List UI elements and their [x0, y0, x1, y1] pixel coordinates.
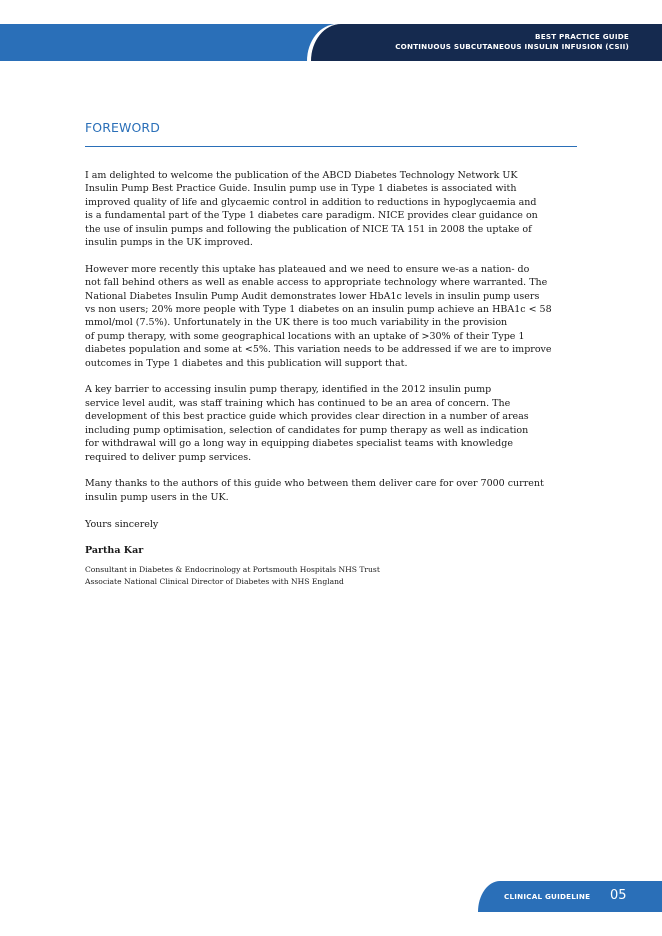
header-text: [395, 32, 629, 52]
paragraph-3: A key barrier to accessing insulin pump therapy, identified in the 2012 insulin pump service level audit, was staff training which has continued to be an area of concern. The development of this best practice guide which provides clear direction in a number of areas including pump optimisation, selection of candidates for pump therapy as well as indication for withdrawal will go a long way in equipping diabetes specialist teams with knowledge required to deliver pump services.: [85, 384, 529, 463]
header-guide-subtitle: CONTINUOUS SUBCUTANEOUS INSULIN INFUSION (CSII): [395, 42, 629, 51]
header-guide-label: BEST PRACTICE GUIDE: [535, 32, 629, 41]
signatory-role-1: Consultant in Diabetes & Endocrinology at Portsmouth Hospitals NHS Trust: [85, 564, 380, 574]
footer-label: CLINICAL GUIDELINE: [504, 892, 591, 901]
closing-line: Yours sincerely: [85, 518, 159, 530]
page-title: FOREWORD: [85, 120, 160, 135]
paragraph-2: However more recently this uptake has plateaued and we need to ensure we-as a nation- do not fall behind others as well as enable access to appropriate technology where warranted. The National Diabetes Insulin Pump Audit demonstrates lower HbA1c levels in insulin pump users vs non users; 20% more people with Type 1 diabetes on an insulin pump achieve an HBA1c < 58 mmol/mol (7.5%). Unfortunately in the UK there is too much variability in the provision of pump therapy, with some geographical locations with an uptake of >30% of their Type 1 diabetes population and some at <5%. This variation needs to be addressed if we are to improve outcomes in Type 1 diabetes and this publication will support that.: [85, 263, 552, 369]
page-number: 05: [610, 888, 627, 903]
signatory-name: Partha Kar: [85, 545, 144, 557]
title-divider: [85, 146, 577, 147]
foreword-body: [85, 169, 577, 589]
signatory-role-2: Associate National Clinical Director of Diabetes with NHS England: [85, 577, 344, 587]
paragraph-4: Many thanks to the authors of this guide who between them deliver care for over 7000 current insulin pump users in the UK.: [85, 478, 544, 503]
paragraph-1: I am delighted to welcome the publication of the ABCD Diabetes Technology Network UK Insulin Pump Best Practice Guide. Insulin pump use in Type 1 diabetes is associated with improved quality of life and glycaemic control in addition to reductions in hypoglycaemia and is a fundamental part of the Type 1 diabetes care paradigm. NICE provides clear guidance on the use of insulin pumps and following the publication of NICE TA 151 in 2008 the uptake of insulin pumps in the UK improved.: [85, 170, 538, 249]
